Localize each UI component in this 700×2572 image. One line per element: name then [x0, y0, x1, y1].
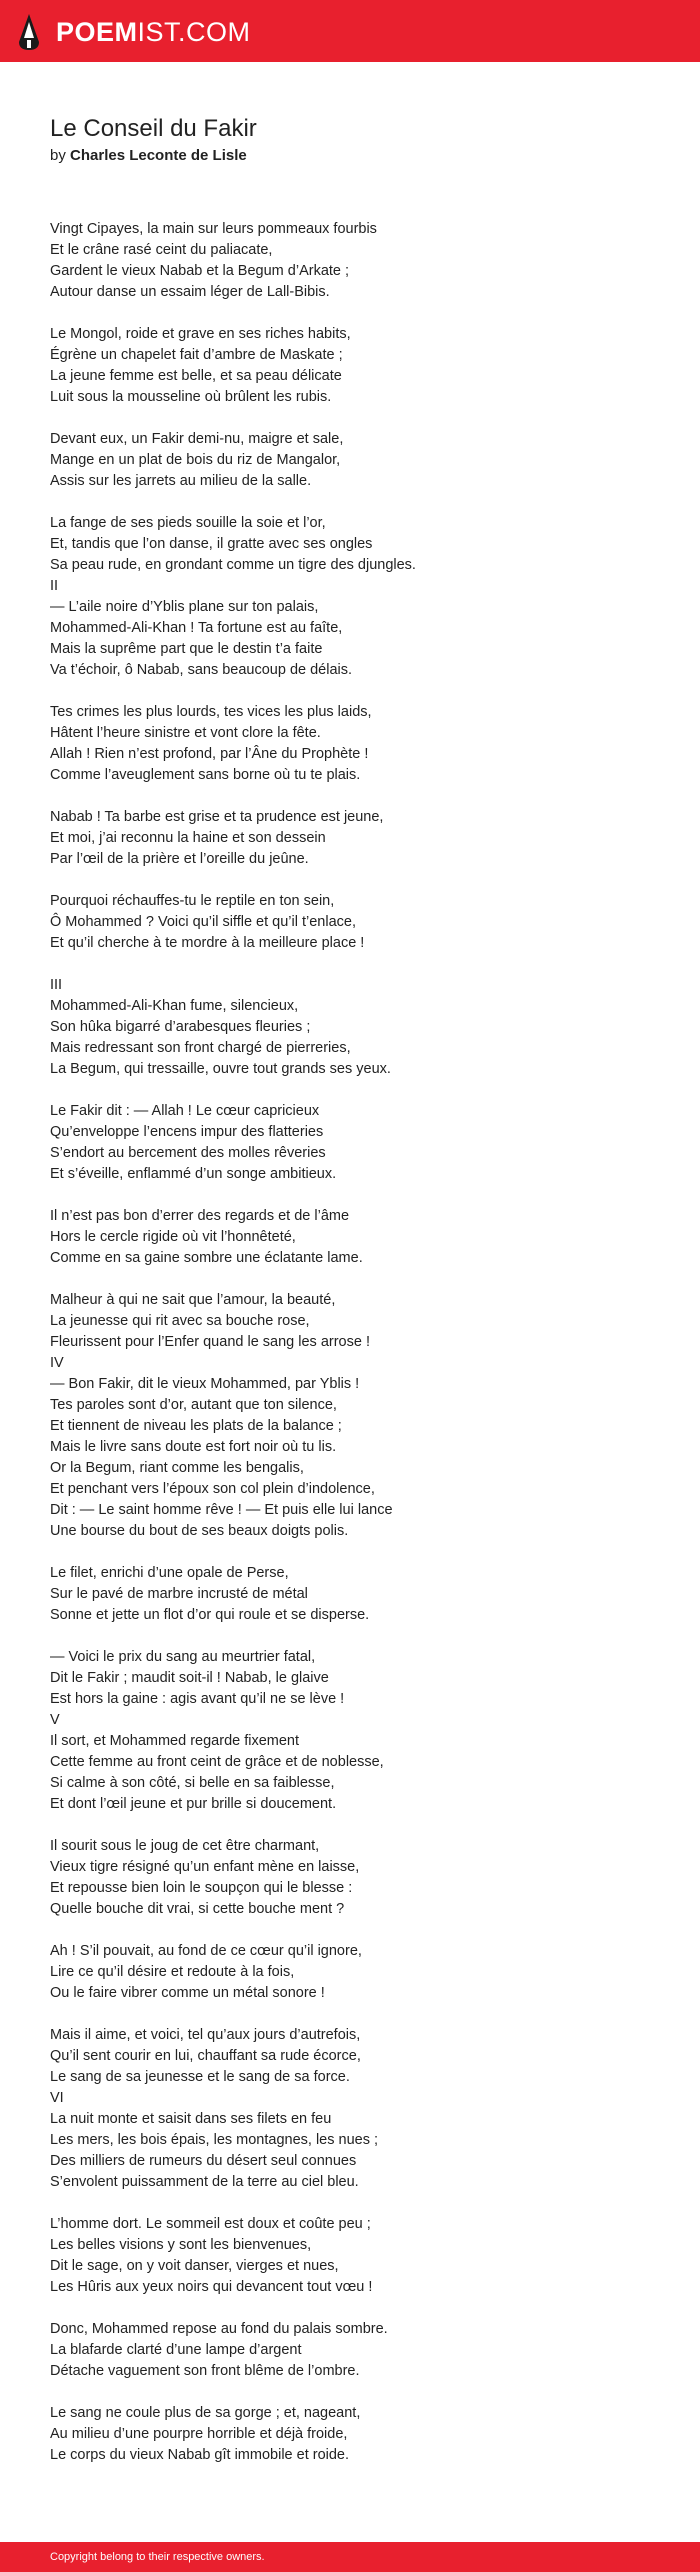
stanza-break	[50, 1626, 670, 1647]
poem-line: Et tiennent de niveau les plats de la balance ;	[50, 1418, 342, 1434]
poem-line: III	[50, 977, 63, 993]
poem-line: Ah ! S’il pouvait, au fond de ce cœur qu’il ignore,	[50, 1943, 362, 1959]
poem-line: Sur le pavé de marbre incrusté de métal	[50, 1586, 308, 1602]
stanza-break	[50, 1080, 670, 1101]
poem-line: Le sang ne coule plus de sa gorge ; et, nageant,	[50, 2405, 361, 2421]
poem-line: La Begum, qui tressaille, ouvre tout grands ses yeux.	[50, 1061, 391, 1077]
poem-line: Mais la suprême part que le destin t’a faite	[50, 641, 323, 657]
stanza	[50, 429, 670, 492]
poem-line: Tes paroles sont d’or, autant que ton silence,	[50, 1397, 337, 1413]
poem-line: Si calme à son côté, si belle en sa faiblesse,	[50, 1775, 335, 1791]
poem-line: Et dont l’œil jeune et pur brille si doucement.	[50, 1796, 337, 1812]
poem-line: Par l’œil de la prière et l’oreille du jeûne.	[50, 851, 309, 867]
poem-line: Mais redressant son front chargé de pierreries,	[50, 1040, 351, 1056]
poem-line: — L’aile noire d’Yblis plane sur ton palais,	[50, 599, 319, 615]
poem-line: Une bourse du bout de ses beaux doigts polis.	[50, 1523, 349, 1539]
logo-text-bold: POEM	[56, 17, 138, 47]
poem-line: Tes crimes les plus lourds, tes vices les plus laids,	[50, 704, 372, 720]
pencil-icon	[16, 12, 42, 52]
poem-line: Et, tandis que l’on danse, il gratte avec ses ongles	[50, 536, 373, 552]
poem-line: Le Mongol, roide et grave en ses riches habits,	[50, 326, 351, 342]
poem-line: Les belles visions y sont les bienvenues,	[50, 2237, 312, 2253]
poem-line: Le Fakir dit : — Allah ! Le cœur capricieux	[50, 1103, 320, 1119]
author-name[interactable]: Charles Leconte de Lisle	[70, 147, 247, 164]
stanza	[50, 1206, 670, 1269]
copyright-notice: Copyright belong to their respective owners.	[50, 2551, 265, 2563]
poem-line: Pourquoi réchauffes-tu le reptile en ton sein,	[50, 893, 335, 909]
poem-line: V	[50, 1712, 60, 1728]
poem-line: Le filet, enrichi d’une opale de Perse,	[50, 1565, 289, 1581]
poem-line: Et s’éveille, enflammé d’un songe ambitieux.	[50, 1166, 337, 1182]
stanza-break	[50, 2382, 670, 2403]
poem-line: Ou le faire vibrer comme un métal sonore !	[50, 1985, 325, 2001]
poem-line: Hors le cercle rigide où vit l’honnêteté,	[50, 1229, 296, 1245]
poem-line: Et repousse bien loin le soupçon qui le blesse :	[50, 1880, 353, 1896]
poem-line: Sonne et jette un flot d’or qui roule et se disperse.	[50, 1607, 370, 1623]
poem-line: Va t’échoir, ô Nabab, sans beaucoup de délais.	[50, 662, 353, 678]
poem-line: Le corps du vieux Nabab gît immobile et roide.	[50, 2447, 350, 2463]
poem-line: — Bon Fakir, dit le vieux Mohammed, par Yblis !	[50, 1376, 360, 1392]
poem-line: La nuit monte et saisit dans ses filets en feu	[50, 2111, 332, 2127]
stanza-break	[50, 492, 670, 513]
stanza	[50, 1101, 670, 1185]
poem-line: Lire ce qu’il désire et redoute à la fois,	[50, 1964, 295, 1980]
site-logo[interactable]	[16, 12, 251, 52]
stanza	[50, 324, 670, 408]
stanza	[50, 2025, 670, 2193]
stanza-break	[50, 2193, 670, 2214]
logo-wordmark	[56, 14, 251, 50]
stanza-break	[50, 303, 670, 324]
poem-line: Qu’il sent courir en lui, chauffant sa rude écorce,	[50, 2048, 361, 2064]
poem-line: Est hors la gaine : agis avant qu’il ne se lève !	[50, 1691, 345, 1707]
poem-line: Comme en sa gaine sombre une éclatante lame.	[50, 1250, 363, 1266]
poem-line: II	[50, 578, 59, 594]
stanza	[50, 891, 670, 954]
poem-line: Mais le livre sans doute est fort noir où tu lis.	[50, 1439, 337, 1455]
poem-line: Et qu’il cherche à te mordre à la meilleure place !	[50, 935, 365, 951]
byline-label: by	[50, 147, 66, 164]
stanza	[50, 1563, 670, 1626]
poem-line: Son hûka bigarré d’arabesques fleuries ;	[50, 1019, 311, 1035]
stanza	[50, 1941, 670, 2004]
poem-line: Et le crâne rasé ceint du paliacate,	[50, 242, 273, 258]
poem-line: Sa peau rude, en grondant comme un tigre des djungles.	[50, 557, 416, 573]
poem-line: Mohammed-Ali-Khan ! Ta fortune est au faîte,	[50, 620, 343, 636]
stanza-break	[50, 1815, 670, 1836]
poem-line: La fange de ses pieds souille la soie et l’or,	[50, 515, 326, 531]
stanza	[50, 1836, 670, 1920]
stanza	[50, 2319, 670, 2382]
poem-line: Mange en un plat de bois du riz de Mangalor,	[50, 452, 341, 468]
stanza	[50, 2214, 670, 2298]
poem-line: Les Hûris aux yeux noirs qui devancent tout vœu !	[50, 2279, 373, 2295]
stanza-break	[50, 2298, 670, 2319]
poem-line: Quelle bouche dit vrai, si cette bouche ment ?	[50, 1901, 345, 1917]
poem-line: Il sort, et Mohammed regarde fixement	[50, 1733, 300, 1749]
site-header	[0, 0, 700, 62]
poem-line: Qu’enveloppe l’encens impur des flatteries	[50, 1124, 324, 1140]
poem-title: Le Conseil du Fakir	[50, 115, 257, 142]
site-footer	[0, 2542, 700, 2572]
stanza-break	[50, 1542, 670, 1563]
poem-line: Hâtent l’heure sinistre et vont clore la fête.	[50, 725, 321, 741]
stanza	[50, 975, 670, 1080]
poem-line: Le sang de sa jeunesse et le sang de sa force.	[50, 2069, 350, 2085]
poem-line: Il sourit sous le joug de cet être charmant,	[50, 1838, 320, 1854]
stanza-break	[50, 870, 670, 891]
poem-line: IV	[50, 1355, 64, 1371]
poem-line: Dit le Fakir ; maudit soit-il ! Nabab, le glaive	[50, 1670, 329, 1686]
stanza-break	[50, 408, 670, 429]
stanza	[50, 807, 670, 870]
poem-line: Assis sur les jarrets au milieu de la salle.	[50, 473, 312, 489]
stanza	[50, 219, 670, 303]
poem-line: Autour danse un essaim léger de Lall-Bibis.	[50, 284, 330, 300]
poem-line: Et penchant vers l’époux son col plein d’indolence,	[50, 1481, 375, 1497]
poem-body	[50, 219, 670, 2466]
stanza-break	[50, 954, 670, 975]
stanza	[50, 702, 670, 786]
poem-line: Mais il aime, et voici, tel qu’aux jours d’autrefois,	[50, 2027, 361, 2043]
poem-line: S’endort au bercement des molles rêveries	[50, 1145, 326, 1161]
stanza-break	[50, 1920, 670, 1941]
poem-line: Mohammed-Ali-Khan fume, silencieux,	[50, 998, 299, 1014]
poem-line: Or la Begum, riant comme les bengalis,	[50, 1460, 304, 1476]
poem-line: S’envolent puissamment de la terre au ciel bleu.	[50, 2174, 359, 2190]
stanza-break	[50, 1269, 670, 1290]
logo-text-light: IST.COM	[137, 17, 251, 47]
poem-byline	[50, 146, 257, 166]
stanza-break	[50, 786, 670, 807]
poem-line: La blafarde clarté d’une lampe d’argent	[50, 2342, 302, 2358]
poem-line: Détache vaguement son front blême de l’ombre.	[50, 2363, 360, 2379]
poem-line: Gardent le vieux Nabab et la Begum d’Arkate ;	[50, 263, 350, 279]
stanza-break	[50, 2004, 670, 2025]
poem-line: Ô Mohammed ? Voici qu’il siffle et qu’il t’enlace,	[50, 914, 356, 930]
stanza-break	[50, 1185, 670, 1206]
poem-line: Dit le sage, on y voit danser, vierges et nues,	[50, 2258, 339, 2274]
poem-line: Les mers, les bois épais, les montagnes, les nues ;	[50, 2132, 379, 2148]
poem-line: Nabab ! Ta barbe est grise et ta prudence est jeune,	[50, 809, 384, 825]
poem-line: La jeune femme est belle, et sa peau délicate	[50, 368, 342, 384]
poem-line: Il n’est pas bon d’errer des regards et de l’âme	[50, 1208, 350, 1224]
poem-line: Cette femme au front ceint de grâce et de noblesse,	[50, 1754, 384, 1770]
stanza-break	[50, 681, 670, 702]
stanza	[50, 513, 670, 681]
poem-heading	[50, 114, 257, 166]
poem-line: Dit : — Le saint homme rêve ! — Et puis elle lui lance	[50, 1502, 393, 1518]
poem-line: Au milieu d’une pourpre horrible et déjà froide,	[50, 2426, 348, 2442]
stanza	[50, 2403, 670, 2466]
poem-line: Des milliers de rumeurs du désert seul connues	[50, 2153, 357, 2169]
poem-line: Luit sous la mousseline où brûlent les rubis.	[50, 389, 332, 405]
poem-line: Allah ! Rien n’est profond, par l’Âne du Prophète !	[50, 746, 369, 762]
stanza	[50, 1647, 670, 1815]
poem-line: Vingt Cipayes, la main sur leurs pommeaux fourbis	[50, 221, 377, 237]
poem-line: Vieux tigre résigné qu’un enfant mène en laisse,	[50, 1859, 360, 1875]
poem-line: Donc, Mohammed repose au fond du palais sombre.	[50, 2321, 388, 2337]
poem-line: Et moi, j’ai reconnu la haine et son dessein	[50, 830, 326, 846]
poem-line: Comme l’aveuglement sans borne où tu te plais.	[50, 767, 361, 783]
poem-line: Égrène un chapelet fait d’ambre de Maskate ;	[50, 347, 343, 363]
poem-line: VI	[50, 2090, 64, 2106]
stanza	[50, 1290, 670, 1542]
poem-line: L’homme dort. Le sommeil est doux et coûte peu ;	[50, 2216, 371, 2232]
poem-line: — Voici le prix du sang au meurtrier fatal,	[50, 1649, 316, 1665]
poem-line: Malheur à qui ne sait que l’amour, la beauté,	[50, 1292, 336, 1308]
poem-line: Devant eux, un Fakir demi-nu, maigre et sale,	[50, 431, 344, 447]
poem-line: Fleurissent pour l’Enfer quand le sang les arrose !	[50, 1334, 370, 1350]
poem-line: La jeunesse qui rit avec sa bouche rose,	[50, 1313, 310, 1329]
